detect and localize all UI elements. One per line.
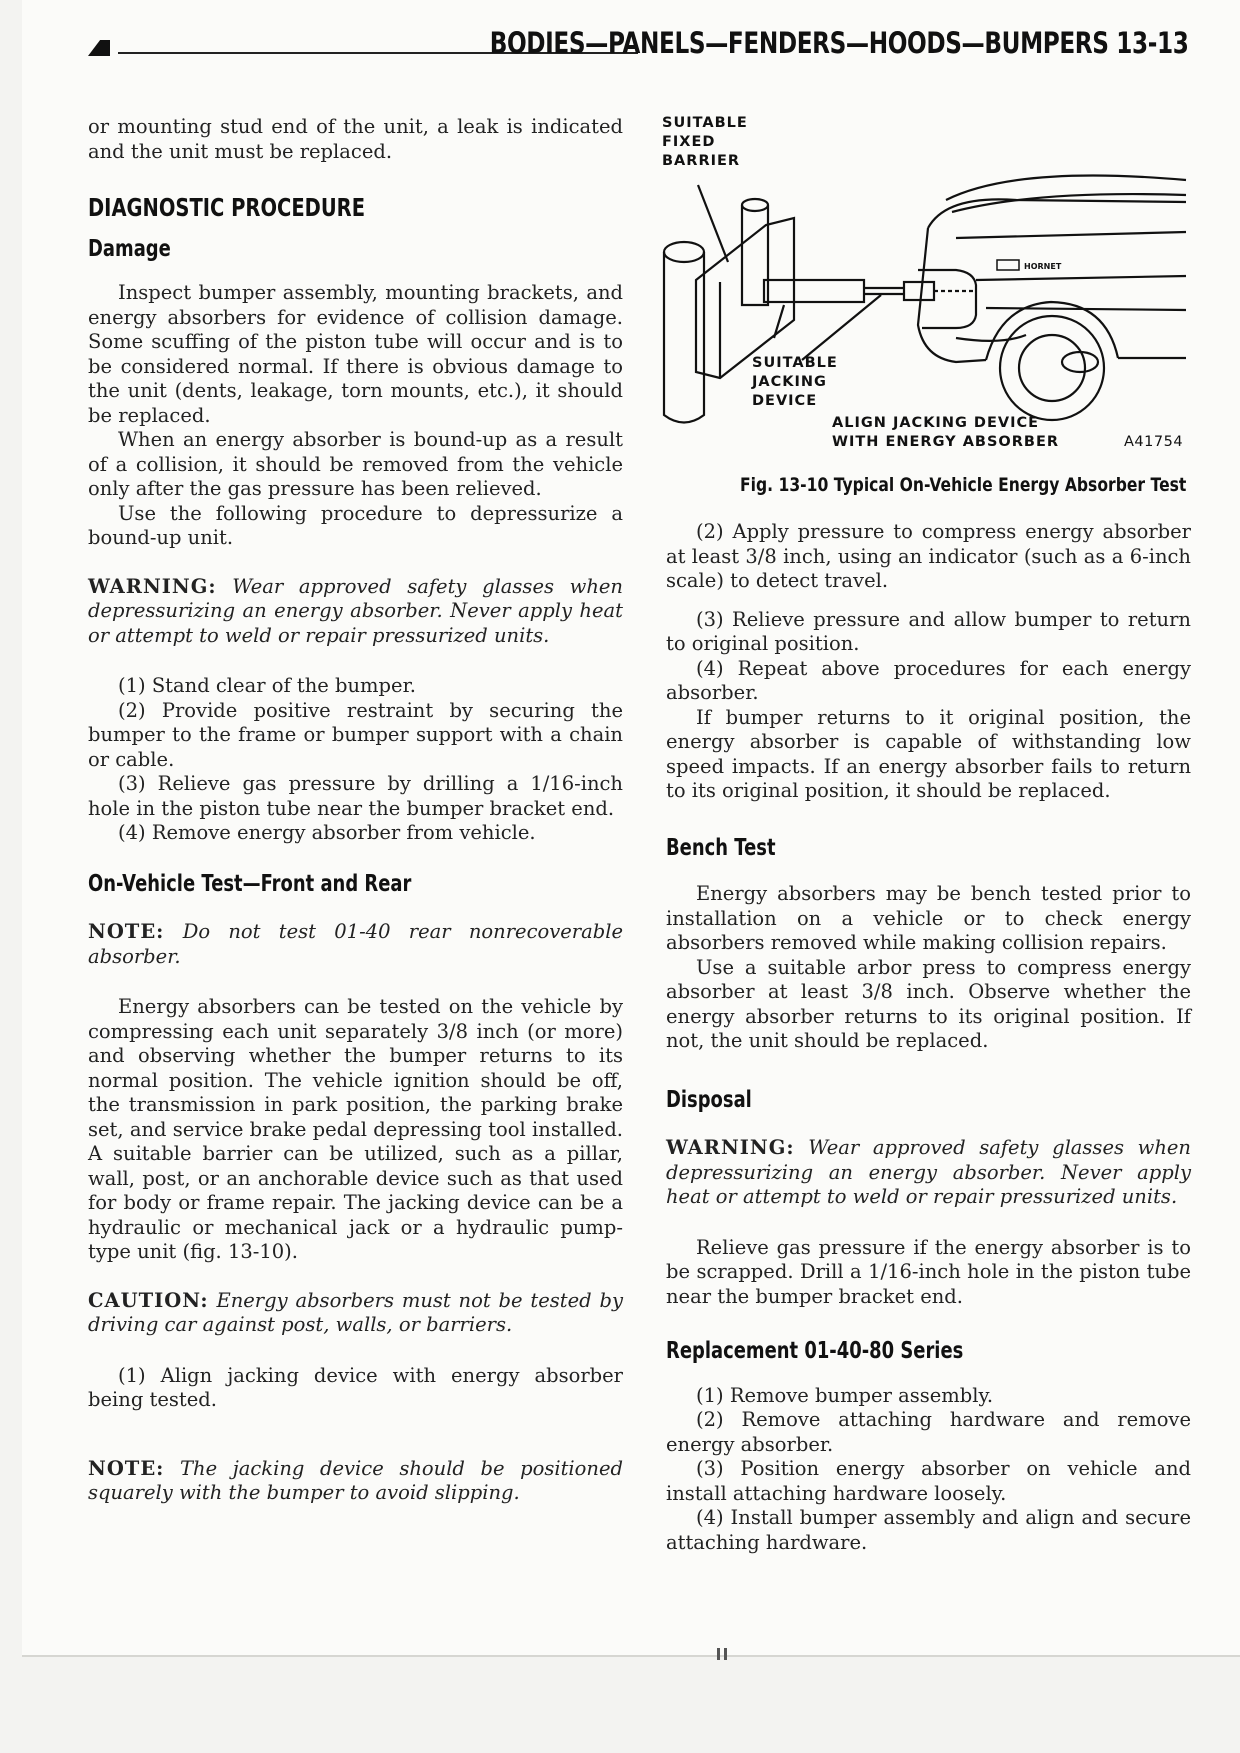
warning-text: Wear approved safety glasses when depressurizing an energy absorber. Never apply heat or attempt to weld or repair pressurized units. bbox=[88, 574, 623, 647]
caution-text: Energy absorbers must not be tested by driving car against post, walls, or barriers. bbox=[88, 1288, 623, 1336]
depressurize-step-1: (1) Stand clear of the bumper. bbox=[118, 674, 416, 697]
heading-damage: Damage bbox=[88, 235, 171, 262]
disposal-warning-text: Wear approved safety glasses when depressurizing an energy absorber. Never apply heat or attempt to weld or repair pressurized units. bbox=[666, 1136, 1191, 1208]
note-rear-absorber bbox=[88, 920, 623, 969]
caution-label: CAUTION: bbox=[88, 1288, 209, 1312]
bench-paragraph-1: Energy absorbers may be bench tested prior to installation on a vehicle or to check energy absorbers removed while making collision repairs. bbox=[666, 882, 1191, 954]
footer-mark bbox=[717, 1648, 727, 1660]
warning-note bbox=[88, 575, 623, 649]
note-label: NOTE: bbox=[88, 920, 165, 943]
warning-label: WARNING: bbox=[88, 574, 217, 598]
disposal-paragraph: Relieve gas pressure if the energy absorber is to be scrapped. Drill a 1/16-inch hole in the piston tube near the bumper bracket end. bbox=[666, 1235, 1191, 1308]
disposal-warning-note bbox=[666, 1136, 1191, 1210]
label-suitable-fixed-barrier: SUITABLE FIXED BARRIER bbox=[662, 115, 748, 169]
heading-replacement: Replacement 01-40-80 Series bbox=[666, 1338, 964, 1364]
label-align-jacking-device: ALIGN JACKING DEVICE WITH ENERGY ABSORBER bbox=[832, 415, 1060, 450]
heading-diagnostic-procedure: DIAGNOSTIC PROCEDURE bbox=[88, 193, 366, 222]
bench-paragraph-2: Use a suitable arbor press to compress energy absorber at least 3/8 inch. Observe whether the energy absorber returns to its original position. If not, the unit should be replaced. bbox=[666, 955, 1191, 1052]
test-paragraph: Energy absorbers can be tested on the vehicle by compressing each unit separately 3/8 inch (or more) and observing whether the bumper returns to its normal position. The vehicle ignition should be off, the transmission in park position, the parking brake set, and service brake pedal depressing tool installed. A suitable barrier can be utilized, such as a pillar, wall, post, or an anchorable device such as that used for body or frame repair. The jacking device can be a hydraulic or mechanical jack or a hydraulic pump-type unit (fig. 13-10). bbox=[88, 995, 623, 1263]
test-step-4: (4) Repeat above procedures for each energy absorber. bbox=[666, 656, 1191, 704]
figure-13-10 bbox=[656, 110, 1196, 510]
heading-disposal: Disposal bbox=[666, 1086, 752, 1113]
test-step-3: (3) Relieve pressure and allow bumper to return to original position. bbox=[666, 607, 1191, 655]
hornet-badge: HORNET bbox=[1024, 262, 1062, 271]
label-suitable-jacking-device: SUITABLE JACKING DEVICE bbox=[752, 355, 838, 409]
damage-paragraph-1: Inspect bumper assembly, mounting brackets, and energy absorbers for evidence of collision damage. Some scuffing of the piston tube will occur and is to be considered normal. If there is obvious damage to the unit (dents, leakage, torn mounts, etc.), it should be replaced. bbox=[88, 281, 623, 427]
note-label-2: NOTE: bbox=[88, 1456, 165, 1480]
right-column bbox=[666, 520, 1191, 1555]
depressurize-step-2: (2) Provide positive restraint by securing the bumper to the frame or bumper support with a chain or cable. bbox=[88, 698, 623, 771]
intro-paragraph: or mounting stud end of the unit, a leak is indicated and the unit must be replaced. bbox=[88, 115, 623, 163]
replacement-step-3: (3) Position energy absorber on vehicle and install attaching hardware loosely. bbox=[666, 1457, 1191, 1505]
test-step-2: (2) Apply pressure to compress energy absorber at least 3/8 inch, using an indicator (such as a 6-inch scale) to detect travel. bbox=[666, 520, 1191, 592]
depressurize-step-4: (4) Remove energy absorber from vehicle. bbox=[118, 821, 536, 844]
replacement-step-1: (1) Remove bumper assembly. bbox=[696, 1383, 994, 1407]
test-result-paragraph: If bumper returns to it original position, the energy absorber is capable of withstanding low speed impacts. If an energy absorber fails to return to its original position, it should be replaced. bbox=[666, 705, 1191, 802]
replacement-step-4: (4) Install bumper assembly and align and secure attaching hardware. bbox=[666, 1506, 1191, 1554]
note-text-2: The jacking device should be positioned squarely with the bumper to avoid slipping. bbox=[88, 1456, 623, 1504]
note-jacking-device bbox=[88, 1457, 623, 1506]
disposal-warning-label: WARNING: bbox=[666, 1136, 795, 1159]
replacement-step-2: (2) Remove attaching hardware and remove energy absorber. bbox=[666, 1408, 1191, 1456]
header-corner-mark bbox=[88, 40, 110, 56]
test-step-1: (1) Align jacking device with energy absorber being tested. bbox=[88, 1363, 623, 1411]
figure-code: A41754 bbox=[1124, 434, 1184, 450]
page-title: BODIES—PANELS—FENDERS—HOODS—BUMPERS 13-13 bbox=[489, 26, 1188, 60]
damage-paragraph-2: When an energy absorber is bound-up as a result of a collision, it should be removed from the vehicle only after the gas pressure has been relieved. bbox=[88, 428, 623, 500]
caution-note bbox=[88, 1289, 623, 1338]
damage-paragraph-3: Use the following procedure to depressurize a bound-up unit. bbox=[88, 501, 623, 549]
heading-on-vehicle-test: On-Vehicle Test—Front and Rear bbox=[88, 870, 412, 897]
page-header bbox=[88, 26, 1188, 66]
depressurize-step-3: (3) Relieve gas pressure by drilling a 1/16-inch hole in the piston tube near the bumper bracket end. bbox=[88, 772, 623, 820]
left-column bbox=[88, 115, 623, 1532]
note-text: Do not test 01-40 rear nonrecoverable absorber. bbox=[88, 920, 624, 968]
heading-bench-test: Bench Test bbox=[666, 834, 776, 861]
figure-caption: Fig. 13-10 Typical On-Vehicle Energy Absorber Test bbox=[740, 474, 1187, 496]
